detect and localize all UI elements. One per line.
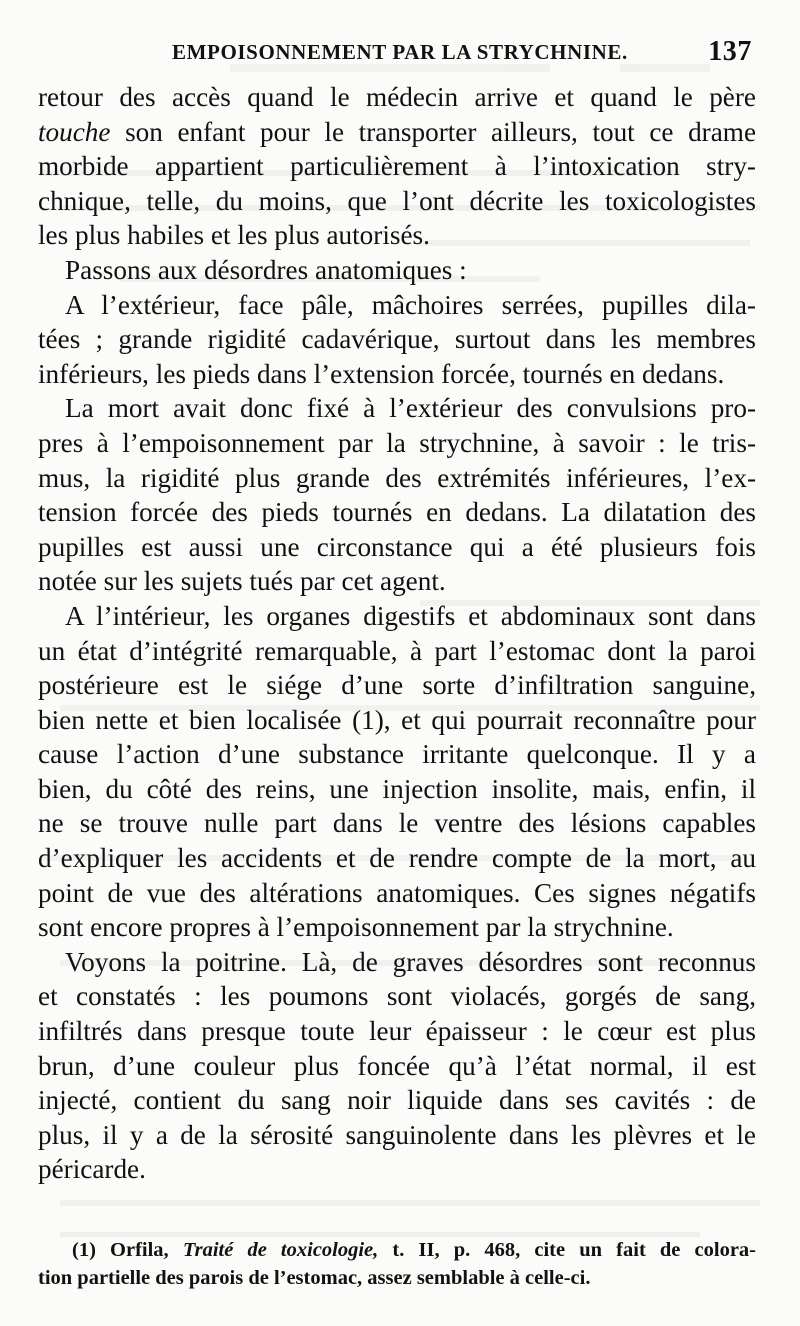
text-line: Voyons la poitrine. Là, de graves désordres sont reconnus [65,946,756,977]
text-line: ne se trouve nulle part dans le ventre des lésions capables [38,808,756,839]
text-line: un état d’intégrité remarquable, à part l’estomac dont la paroi [38,635,756,666]
footnote-author: Orfila, [110,1239,169,1261]
text-line: cause l’action d’une substance irritante quelconque. Il y a [38,739,756,770]
text-line: bien, du côté des reins, une injection insolite, mais, enfin, il [38,773,756,804]
text-line: point de vue des altérations anatomiques. Ces signes négatifs [38,877,756,908]
text-line: tension forcée des pieds tournés en dedans. La dilatation des [38,497,756,528]
text-line: injecté, contient du sang noir liquide dans ses cavités : de [38,1085,756,1116]
text-line: les plus habiles et les plus autorisés. [38,220,430,251]
text-line: bien nette et bien localisée (1), et qui pourrait reconnaître pour [38,704,756,735]
text-line: touche son enfant pour le transporter ailleurs, tout ce drame [38,116,757,147]
text-line: chnique, telle, du moins, que l’ont décrite les toxicologistes [38,185,756,216]
text-line: brun, d’une couleur plus foncée qu’à l’état normal, il est [38,1050,756,1081]
text-line: A l’intérieur, les organes digestifs et abdominaux sont dans [65,600,756,631]
page-number: 137 [708,36,752,67]
text-line: La mort avait donc fixé à l’extérieur des convulsions pro- [65,393,756,424]
italic-word: touche [38,116,111,147]
text-line: postérieure est le siége d’une sorte d’infiltration sanguine, [38,670,756,701]
running-header [172,38,752,68]
footnote-line: tion partielle des parois de l’estomac, assez semblable à celle-ci. [38,1267,591,1289]
text-line: retour des accès quand le médecin arrive et quand le père [38,82,756,112]
running-title: EMPOISONNEMENT PAR LA STRYCHNINE. [172,40,628,64]
text-line: mus, la rigidité plus grande des extrémités inférieures, l’ex- [38,462,756,493]
text-line: tées ; grande rigidité cadavérique, surtout dans les membres [38,324,756,355]
text-line: inférieurs, les pieds dans l’extension forcée, tournés en dedans. [38,358,725,389]
text-line: pres à l’empoisonnement par la strychnine, à savoir : le tris- [38,427,756,458]
text-line: Passons aux désordres anatomiques : [65,254,467,285]
text-line: pupilles est aussi une circonstance qui a été plusieurs fois [38,531,756,562]
text-line: morbide appartient particulièrement à l’intoxication stry- [38,151,756,182]
text-line: notée sur les sujets tués par cet agent. [38,566,446,597]
footnote-work-title: Traité de toxicologie, [182,1239,379,1261]
text-line: et constatés : les poumons sont violacés, gorgés de sang, [38,981,756,1012]
text-line: d’expliquer les accidents et de rendre compte de la mort, au [38,843,756,874]
text-line: péricarde. [38,1154,146,1185]
text-line: infiltrés dans presque toute leur épaisseur : le cœur est plus [38,1016,756,1047]
text-line: sont encore propres à l’empoisonnement par la strychnine. [38,912,674,943]
footnote-marker: (1) [72,1239,96,1261]
body-text [38,80,756,1187]
text-line: plus, il y a de la sérosité sanguinolente dans les plèvres et le [38,1119,756,1150]
footnote-line: (1) Orfila, Traité de toxicologie, t. II, p. 468, cite un fait de colora- [72,1239,757,1261]
text-line: A l’extérieur, face pâle, mâchoires serrées, pupilles dila- [65,289,756,320]
footnote [38,1236,756,1292]
